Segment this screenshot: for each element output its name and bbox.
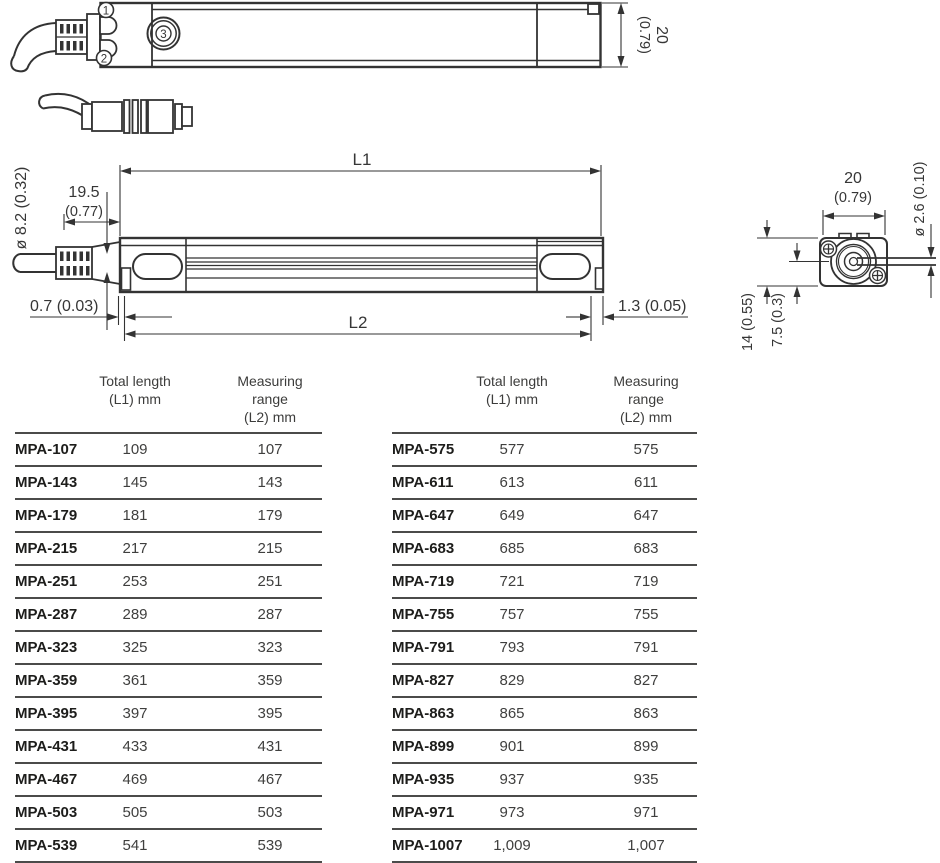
callout-1 (99, 3, 114, 18)
dim-l1-label: L1 (352, 150, 372, 169)
cell-model: MPA-107 (15, 433, 93, 466)
header-measuring-range-line1: Measuring range (237, 373, 303, 407)
callout-2 (97, 51, 112, 66)
cell-l2: 287 (177, 598, 322, 631)
dim-end-width (823, 170, 885, 235)
cell-l2: 467 (177, 763, 322, 796)
table-row (15, 565, 322, 598)
header-total-length (93, 370, 177, 433)
cell-model: MPA-467 (15, 763, 93, 796)
cell-l2: 971 (554, 796, 697, 829)
top-view-drawing (11, 3, 670, 72)
table-row (15, 829, 322, 862)
table-row (392, 466, 697, 499)
cable-side-view (13, 254, 56, 272)
cell-l1: 1,009 (470, 829, 554, 862)
cell-model: MPA-683 (392, 532, 470, 565)
end-view-drawing (740, 162, 936, 352)
dim-end-width-mm: 20 (844, 170, 862, 187)
cell-l1: 361 (93, 664, 177, 697)
header-total-length-line2: (L1) mm (108, 391, 162, 407)
header-measuring-range-line2: (L2) mm (619, 409, 673, 425)
table-row (392, 763, 697, 796)
cell-model: MPA-143 (15, 466, 93, 499)
table-row (392, 631, 697, 664)
connector-plug (82, 100, 192, 133)
dim-plug-length-mm: 19.5 (68, 184, 100, 201)
table-header-row (15, 370, 322, 433)
header-model-spacer (15, 370, 93, 433)
cell-l2: 611 (554, 466, 697, 499)
cell-l2: 359 (177, 664, 322, 697)
dim-cable-diameter-label: ø 8.2 (0.32) (13, 166, 30, 250)
cell-l2: 755 (554, 598, 697, 631)
cell-l1: 397 (93, 697, 177, 730)
table-row (392, 664, 697, 697)
table-body-right (392, 433, 697, 862)
dim-top-height-mm: 20 (653, 26, 670, 44)
screw-top-left (821, 241, 837, 257)
callout-2-label: 2 (100, 53, 108, 66)
cell-model: MPA-719 (392, 565, 470, 598)
callout-3 (156, 26, 171, 41)
cell-l1: 973 (470, 796, 554, 829)
model-table-right (392, 370, 697, 863)
table-row (15, 763, 322, 796)
table-row (15, 730, 322, 763)
table-row (392, 598, 697, 631)
cell-l1: 937 (470, 763, 554, 796)
cable-top-view (11, 23, 56, 71)
table-row (392, 433, 697, 466)
cell-model: MPA-575 (392, 433, 470, 466)
cell-l1: 145 (93, 466, 177, 499)
cell-l2: 719 (554, 565, 697, 598)
cell-model: MPA-755 (392, 598, 470, 631)
cable-gland-side-view (56, 242, 120, 284)
cell-model: MPA-971 (392, 796, 470, 829)
cell-l2: 107 (177, 433, 322, 466)
cell-model: MPA-287 (15, 598, 93, 631)
table-row (15, 499, 322, 532)
header-total-length-line1: Total length (99, 373, 171, 389)
cell-model: MPA-899 (392, 730, 470, 763)
table-row (15, 796, 322, 829)
dim-plug-length (64, 184, 120, 230)
dim-dead-zone-left-label: 0.7 (0.03) (30, 298, 99, 315)
table-row (392, 565, 697, 598)
header-model-spacer (392, 370, 470, 433)
cell-model: MPA-179 (15, 499, 93, 532)
cell-l2: 575 (554, 433, 697, 466)
cell-model: MPA-323 (15, 631, 93, 664)
cell-l1: 577 (470, 433, 554, 466)
cell-model: MPA-791 (392, 631, 470, 664)
table-row (15, 598, 322, 631)
cell-l1: 793 (470, 631, 554, 664)
callout-3-label: 3 (160, 28, 167, 41)
dim-rod-diameter (912, 162, 935, 298)
table-header-row (392, 370, 697, 433)
cell-model: MPA-863 (392, 697, 470, 730)
cell-l2: 683 (554, 532, 697, 565)
dim-l2 (125, 313, 592, 338)
dim-dead-zone-right-label: 1.3 (0.05) (618, 298, 687, 315)
table-row (392, 532, 697, 565)
table-row (392, 829, 697, 862)
cell-model: MPA-359 (15, 664, 93, 697)
cell-l2: 647 (554, 499, 697, 532)
cell-l2: 935 (554, 763, 697, 796)
cell-l1: 217 (93, 532, 177, 565)
cell-l2: 431 (177, 730, 322, 763)
model-table-left (15, 370, 322, 863)
cell-l2: 827 (554, 664, 697, 697)
cell-l2: 899 (554, 730, 697, 763)
table-row (15, 631, 322, 664)
cell-model: MPA-503 (15, 796, 93, 829)
cell-model: MPA-251 (15, 565, 93, 598)
cell-l2: 395 (177, 697, 322, 730)
cell-model: MPA-215 (15, 532, 93, 565)
cell-model: MPA-935 (392, 763, 470, 796)
dim-end-height-label: 14 (0.55) (740, 292, 756, 352)
dim-top-height-in: (0.79) (636, 16, 652, 54)
cell-l1: 289 (93, 598, 177, 631)
cell-l1: 469 (93, 763, 177, 796)
callout-1-label: 1 (102, 5, 110, 18)
cell-l2: 323 (177, 631, 322, 664)
cell-l1: 181 (93, 499, 177, 532)
side-view-drawing (13, 150, 688, 341)
cell-l2: 503 (177, 796, 322, 829)
cell-l2: 863 (554, 697, 697, 730)
cell-l1: 757 (470, 598, 554, 631)
table-row (392, 499, 697, 532)
cell-l1: 685 (470, 532, 554, 565)
cell-model: MPA-431 (15, 730, 93, 763)
dim-l1 (120, 150, 601, 236)
cell-l1: 901 (470, 730, 554, 763)
dim-end-width-in: (0.79) (834, 190, 872, 206)
table-body-left (15, 433, 322, 862)
header-total-length (470, 370, 554, 433)
cell-model: MPA-827 (392, 664, 470, 697)
cell-l2: 539 (177, 829, 322, 862)
header-total-length-line1: Total length (476, 373, 548, 389)
table-row (15, 697, 322, 730)
header-measuring-range-line2: (L2) mm (243, 409, 297, 425)
header-measuring-range (177, 370, 322, 433)
cell-l2: 791 (554, 631, 697, 664)
cell-l1: 721 (470, 565, 554, 598)
header-total-length-line2: (L1) mm (485, 391, 539, 407)
header-measuring-range-line1: Measuring range (613, 373, 679, 407)
dim-axis-height-label: 7.5 (0.3) (770, 293, 786, 347)
screw-bottom-right (870, 268, 886, 284)
cell-model: MPA-611 (392, 466, 470, 499)
cell-l2: 179 (177, 499, 322, 532)
cell-model: MPA-647 (392, 499, 470, 532)
cell-l2: 251 (177, 565, 322, 598)
cell-l2: 143 (177, 466, 322, 499)
cell-l1: 829 (470, 664, 554, 697)
cell-l2: 215 (177, 532, 322, 565)
cell-l1: 505 (93, 796, 177, 829)
cell-l1: 649 (470, 499, 554, 532)
dim-rod-diameter-label: ø 2.6 (0.10) (912, 161, 928, 237)
cell-l1: 109 (93, 433, 177, 466)
dim-l2-label: L2 (348, 313, 368, 332)
connector-drawing (39, 94, 192, 133)
table-row (392, 730, 697, 763)
table-row (392, 697, 697, 730)
cell-model: MPA-1007 (392, 829, 470, 862)
cell-l1: 613 (470, 466, 554, 499)
cable-gland-top-view (56, 14, 100, 60)
table-row (15, 664, 322, 697)
table-row (15, 466, 322, 499)
cell-l1: 325 (93, 631, 177, 664)
dim-plug-length-in: (0.77) (65, 204, 103, 220)
cell-l2: 1,007 (554, 829, 697, 862)
cell-l1: 253 (93, 565, 177, 598)
table-row (15, 433, 322, 466)
table-row (392, 796, 697, 829)
cell-l1: 865 (470, 697, 554, 730)
cell-model: MPA-395 (15, 697, 93, 730)
table-row (15, 532, 322, 565)
cell-l1: 433 (93, 730, 177, 763)
header-measuring-range (554, 370, 697, 433)
cell-l1: 541 (93, 829, 177, 862)
dim-top-height (602, 3, 670, 67)
cell-model: MPA-539 (15, 829, 93, 862)
dimensional-drawing (0, 0, 940, 366)
